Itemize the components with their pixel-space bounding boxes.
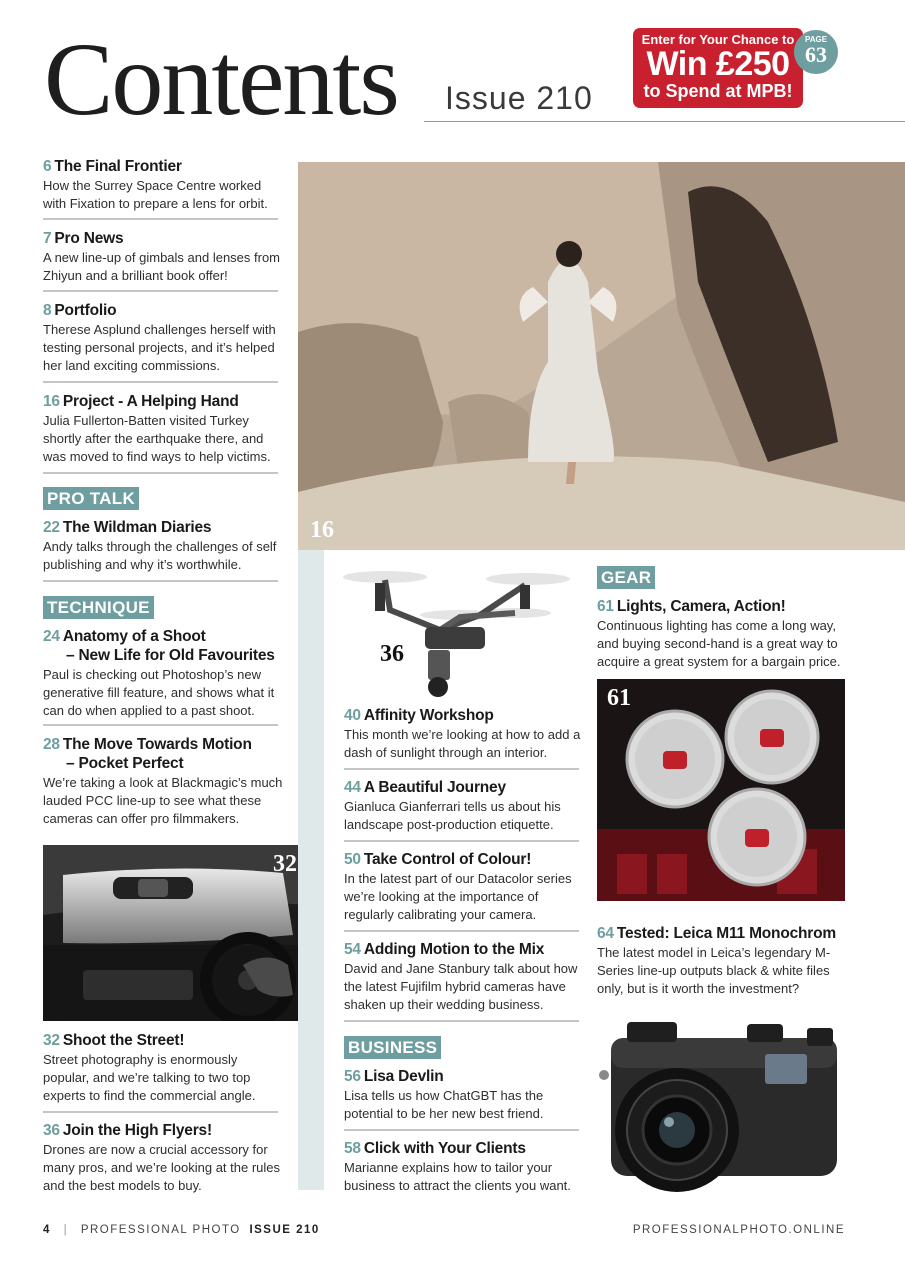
entry-page: 44	[344, 779, 361, 796]
camera-photo[interactable]	[597, 1010, 853, 1200]
entry-subtitle: – New Life for Old Favourites	[66, 647, 275, 664]
entry-description: Street photography is enormously popular, and we’re talking to two top experts to find the commercial angle.	[43, 1052, 256, 1103]
entry-description: Paul is checking out Photoshop’s new generative fill feature, and shows what it can do when applied to a past shoot.	[43, 667, 275, 718]
toc-entry[interactable]	[43, 1121, 283, 1195]
entry-description: How the Surrey Space Centre worked with Fixation to prepare a lens for orbit.	[43, 178, 268, 211]
toc-entry[interactable]	[344, 940, 589, 1014]
footer-magazine: PROFESSIONAL PHOTO	[80, 1224, 241, 1236]
entry-description: Drones are now a crucial accessory for many pros, and we’re looking at the rules and the best models to buy.	[43, 1142, 281, 1193]
page-badge-number: 63	[805, 42, 827, 67]
entry-page: 64	[597, 925, 614, 942]
header-divider	[424, 121, 905, 122]
page-badge-label: PAGE	[804, 35, 828, 44]
entry-description: Lisa tells us how ChatGBT has the potential to be her new best friend.	[344, 1088, 544, 1121]
entry-page: 16	[43, 393, 60, 410]
divider	[43, 472, 278, 474]
entry-page: 32	[43, 1032, 60, 1049]
entry-title: The Wildman Diaries	[62, 519, 212, 536]
drone-photo-page-number: 36	[380, 641, 404, 667]
promo-page-badge	[794, 30, 838, 74]
entry-description: A new line-up of gimbals and lenses from Zhiyun and a brilliant book offer!	[43, 250, 281, 283]
divider	[344, 768, 579, 770]
entry-description: This month we’re looking at how to add a dash of sunlight through an interior.	[344, 727, 581, 760]
hero-photo[interactable]	[298, 162, 905, 550]
page-title: Contents	[44, 22, 398, 137]
toc-entry[interactable]	[43, 627, 283, 720]
decorative-band	[298, 550, 324, 1190]
lights-photo-page-number: 61	[607, 685, 631, 711]
entry-description: Continuous lighting has come a long way, and buying second-hand is a great way to acquire a great system for a bargain price.	[597, 618, 841, 669]
entry-page: 28	[43, 736, 60, 753]
entry-page: 7	[43, 230, 52, 247]
entry-title: Lights, Camera, Action!	[616, 598, 786, 615]
promo-line-2: Win £250	[646, 45, 790, 83]
entry-title: Join the High Flyers!	[62, 1122, 212, 1139]
entry-title: Affinity Workshop	[363, 707, 494, 724]
footer-left	[43, 1224, 320, 1236]
entry-page: 8	[43, 302, 52, 319]
camera-photo-illustration	[597, 1010, 853, 1200]
entry-title: Anatomy of a Shoot	[62, 628, 206, 645]
toc-entry[interactable]	[43, 157, 283, 213]
hero-photo-illustration	[298, 162, 905, 550]
entry-subtitle: – Pocket Perfect	[66, 755, 184, 772]
section-label-pro-talk: PRO TALK	[43, 487, 139, 510]
entry-page: 36	[43, 1122, 60, 1139]
entry-title: Click with Your Clients	[363, 1140, 526, 1157]
divider	[344, 840, 579, 842]
promo-line-3: to Spend at MPB!	[643, 81, 793, 101]
entry-description: Gianluca Gianferrari tells us about his landscape post-production etiquette.	[344, 799, 561, 832]
section-label-business: BUSINESS	[344, 1036, 441, 1059]
toc-entry[interactable]	[43, 518, 283, 574]
toc-entry[interactable]	[344, 706, 584, 762]
entry-description: We’re taking a look at Blackmagic’s much lauded PCC line-up to see what these cameras can offer pro filmmakers.	[43, 775, 283, 826]
entry-title: Portfolio	[54, 302, 117, 319]
entry-title: Tested: Leica M11 Monochrom	[616, 925, 836, 942]
entry-page: 24	[43, 628, 60, 645]
entry-title: Take Control of Colour!	[363, 851, 532, 868]
entry-description: David and Jane Stanbury talk about how the latest Fujifilm hybrid cameras have shaken up their wedding business.	[344, 961, 578, 1012]
entry-title: The Move Towards Motion	[62, 736, 252, 753]
divider	[43, 724, 278, 726]
street-photo[interactable]	[43, 845, 309, 1021]
drone-photo[interactable]	[330, 555, 582, 703]
toc-entry[interactable]	[43, 229, 283, 285]
footer-url[interactable]: PROFESSIONALPHOTO.ONLINE	[632, 1224, 845, 1236]
footer-issue: ISSUE 210	[249, 1224, 320, 1236]
section-label-technique: TECHNIQUE	[43, 596, 154, 619]
toc-entry[interactable]	[43, 735, 288, 828]
divider	[43, 290, 278, 292]
entry-title: Project - A Helping Hand	[62, 393, 239, 410]
entry-page: 6	[43, 158, 52, 175]
entry-page: 54	[344, 941, 361, 958]
entry-title: The Final Frontier	[54, 158, 182, 175]
street-photo-page-number: 32	[273, 851, 297, 877]
entry-description: Julia Fullerton-Batten visited Turkey shortly after the earthquake there, and was moved to find ways to help victims.	[43, 413, 271, 464]
footer-page-number: 4	[43, 1224, 51, 1236]
divider	[43, 381, 278, 383]
divider	[43, 218, 278, 220]
toc-entry[interactable]	[597, 597, 847, 671]
entry-title: Shoot the Street!	[62, 1032, 185, 1049]
entry-title: Pro News	[54, 230, 124, 247]
divider	[43, 580, 278, 582]
lights-photo-illustration	[597, 679, 845, 901]
entry-title: Adding Motion to the Mix	[363, 941, 545, 958]
entry-page: 61	[597, 598, 614, 615]
entry-description: Marianne explains how to tailor your business to attract the clients you want.	[344, 1160, 571, 1193]
divider	[344, 930, 579, 932]
entry-page: 50	[344, 851, 361, 868]
entry-page: 58	[344, 1140, 361, 1157]
entry-description: In the latest part of our Datacolor series we’re looking at the importance of regularly calibrating your camera.	[344, 871, 572, 922]
drone-photo-illustration	[330, 555, 582, 703]
promo-line-1: Enter for Your Chance to	[641, 32, 795, 47]
lights-photo[interactable]	[597, 679, 845, 901]
toc-entry[interactable]	[344, 850, 584, 924]
entry-page: 40	[344, 707, 361, 724]
toc-entry[interactable]	[344, 778, 584, 834]
hero-photo-page-number: 16	[310, 517, 334, 543]
section-label-gear: GEAR	[597, 566, 655, 589]
toc-entry[interactable]	[43, 392, 283, 466]
divider	[43, 1111, 278, 1113]
toc-entry[interactable]	[597, 924, 847, 998]
entry-page: 56	[344, 1068, 361, 1085]
entry-description: Therese Asplund challenges herself with testing personal projects, and it’s helped her land exciting commissions.	[43, 322, 276, 373]
toc-entry[interactable]	[344, 1067, 584, 1123]
entry-title: A Beautiful Journey	[363, 779, 506, 796]
street-photo-illustration	[43, 845, 309, 1021]
divider	[344, 1020, 579, 1022]
entry-description: The latest model in Leica’s legendary M-Series line-up outputs black & white files only, but is it worth the investment?	[597, 945, 831, 996]
entry-title: Lisa Devlin	[363, 1068, 444, 1085]
divider	[344, 1129, 579, 1131]
competition-promo[interactable]	[633, 28, 803, 108]
toc-entry[interactable]	[344, 1139, 584, 1195]
toc-entry[interactable]	[43, 1031, 283, 1105]
issue-number: Issue 210	[445, 80, 593, 116]
footer-separator: |	[63, 1224, 69, 1236]
toc-entry[interactable]	[43, 301, 283, 375]
entry-description: Andy talks through the challenges of self publishing and why it’s worthwhile.	[43, 539, 277, 572]
entry-page: 22	[43, 519, 60, 536]
